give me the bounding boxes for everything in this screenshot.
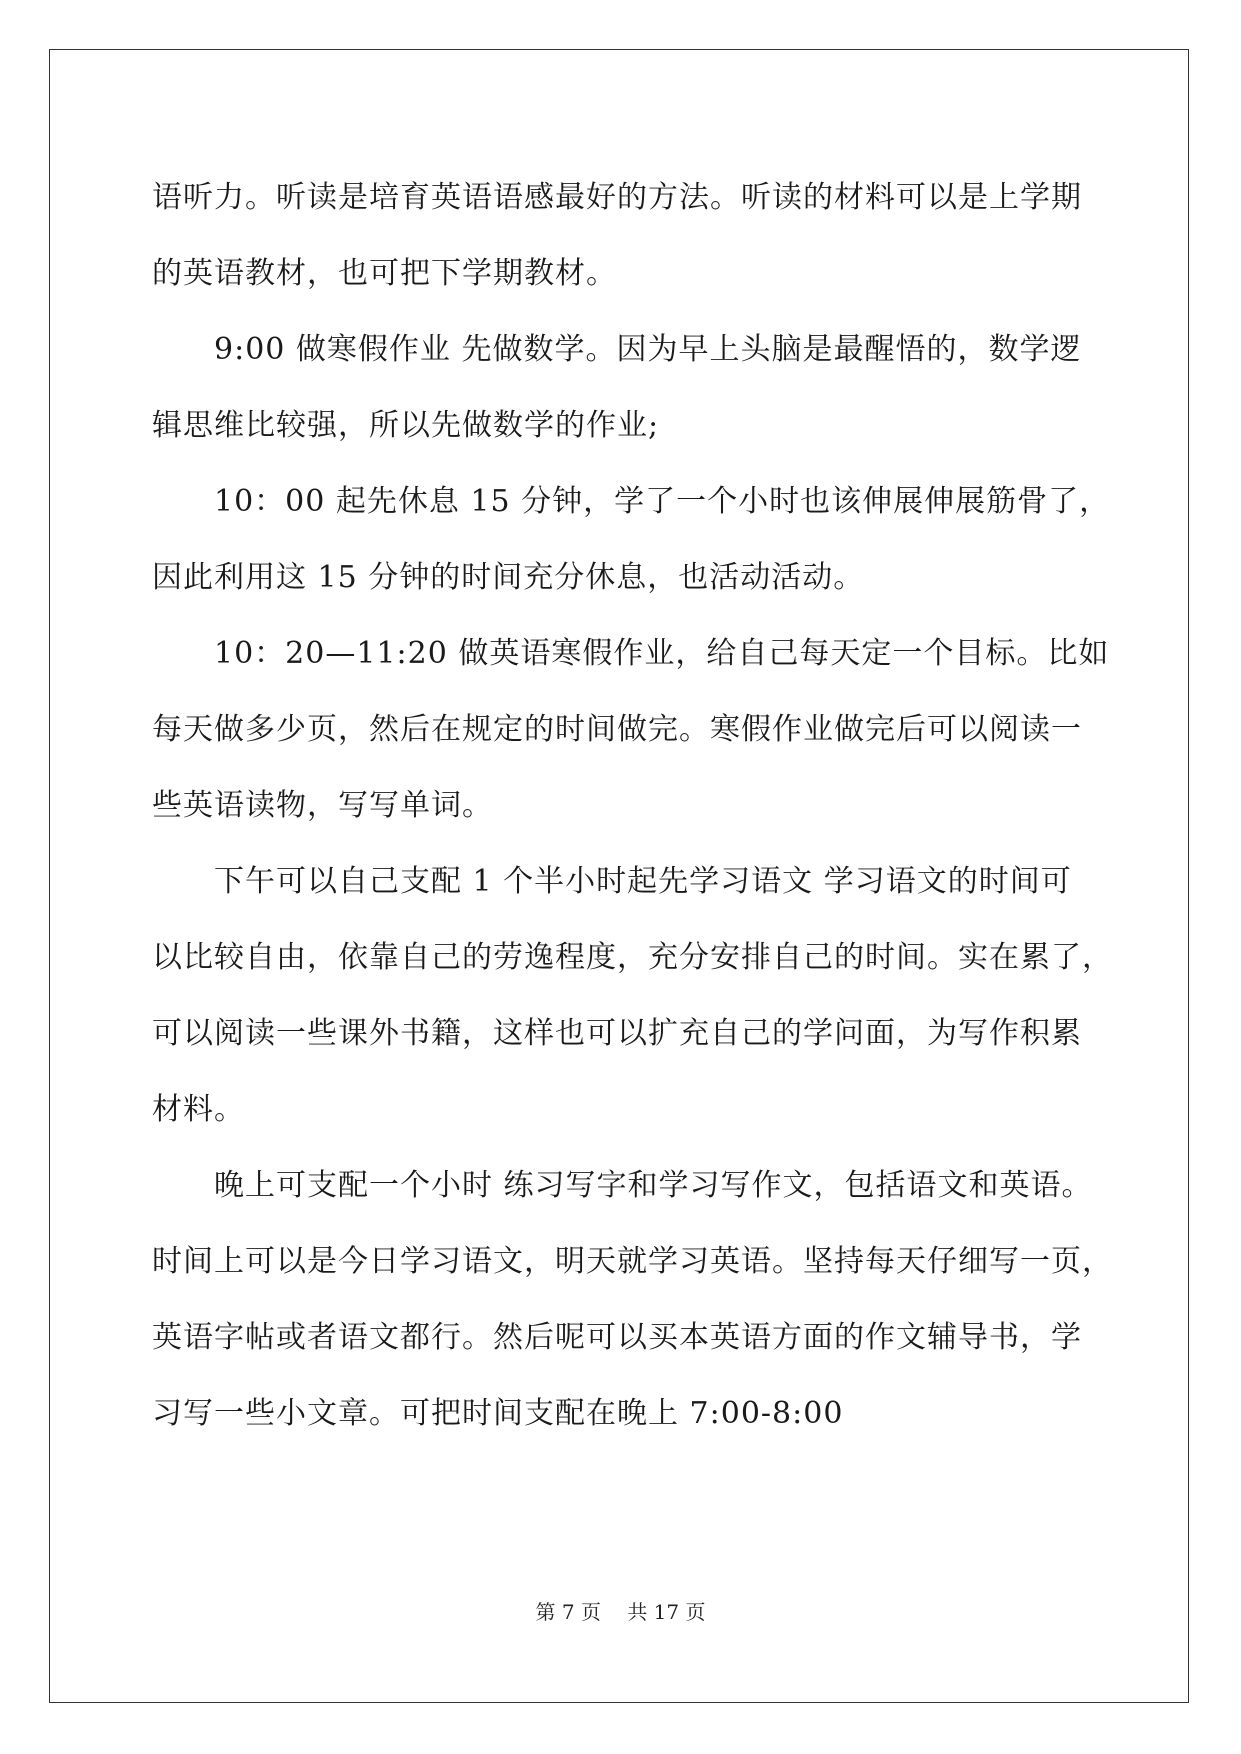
page-footer xyxy=(0,1596,1241,1625)
text-line: 以比较自由，依靠自己的劳逸程度，充分安排自己的时间。实在累了， xyxy=(152,940,1113,975)
text-line: 辑思维比较强，所以先做数学的作业; xyxy=(152,408,660,443)
page-number: 第 7 页 xyxy=(535,1600,601,1624)
text-line: 语听力。听读是培育英语语感最好的方法。听读的材料可以是上学期 xyxy=(152,180,1082,215)
text-line: 些英语读物，写写单词。 xyxy=(152,788,493,823)
paragraph-start-line: 下午可以自己支配 1 个半小时起先学习语文 学习语文的时间可 xyxy=(214,864,1072,899)
text-line: 时间上可以是今日学习语文，明天就学习英语。坚持每天仔细写一页， xyxy=(152,1244,1113,1279)
text-line: 材料。 xyxy=(152,1092,245,1127)
document-body xyxy=(152,160,1113,1452)
text-line: 因此利用这 15 分钟的时间充分休息，也活动活动。 xyxy=(152,560,865,595)
total-pages: 共 17 页 xyxy=(627,1600,706,1624)
paragraph-start-line: 10：00 起先休息 15 分钟，学了一个小时也该伸展伸展筋骨了， xyxy=(214,484,1111,519)
paragraph-start-line: 晚上可支配一个小时 练习写字和学习写作文，包括语文和英语。 xyxy=(214,1168,1093,1203)
text-line: 英语字帖或者语文都行。然后呢可以买本英语方面的作文辅导书，学 xyxy=(152,1320,1082,1355)
text-line: 每天做多少页，然后在规定的时间做完。寒假作业做完后可以阅读一 xyxy=(152,712,1082,747)
paragraph-start-line: 9:00 做寒假作业 先做数学。因为早上头脑是最醒悟的，数学逻 xyxy=(214,332,1082,367)
text-line: 可以阅读一些课外书籍，这样也可以扩充自己的学问面，为写作积累 xyxy=(152,1016,1082,1051)
text-line: 习写一些小文章。可把时间支配在晚上 7:00-8:00 xyxy=(152,1396,844,1431)
paragraph-start-line: 10：20—11:20 做英语寒假作业，给自己每天定一个目标。比如 xyxy=(214,636,1110,671)
text-line: 的英语教材，也可把下学期教材。 xyxy=(152,256,617,291)
